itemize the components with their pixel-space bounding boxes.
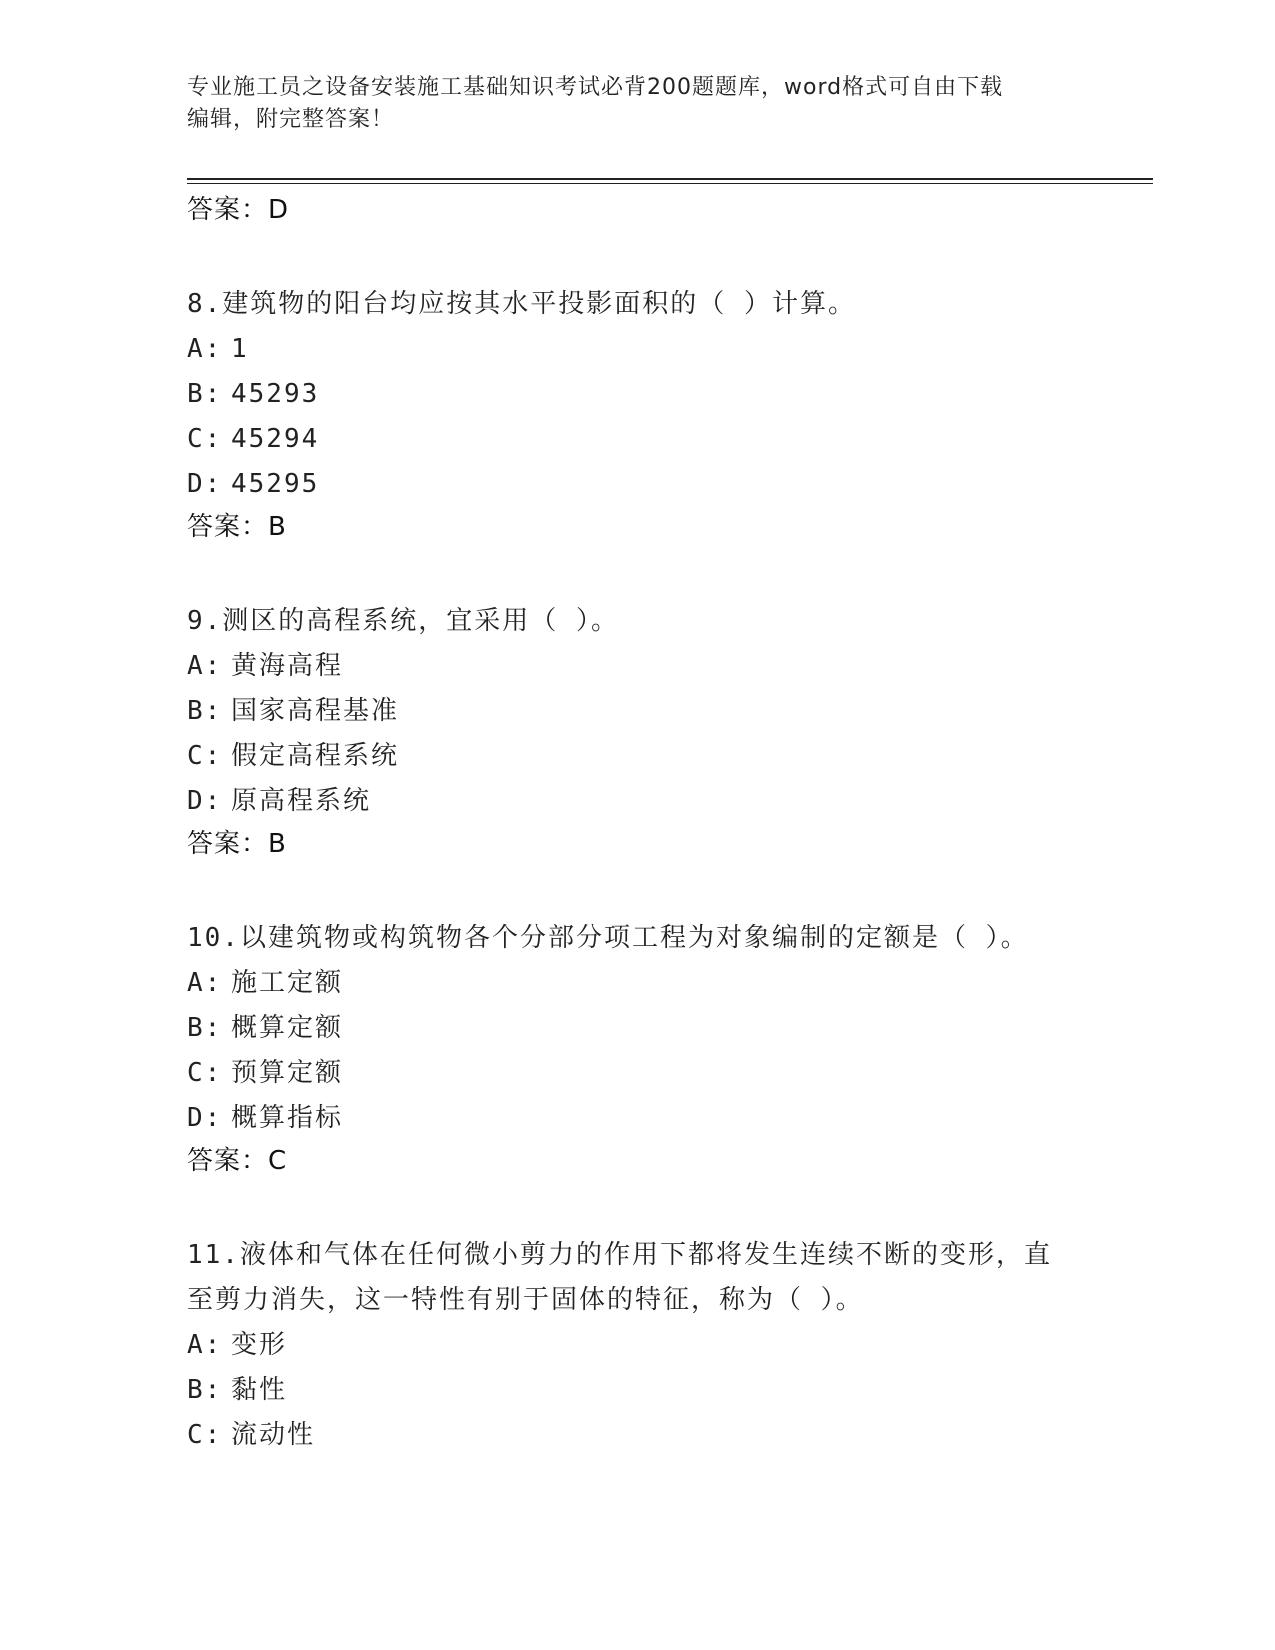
option-a: [187, 644, 1087, 689]
option-c: [187, 734, 1087, 779]
question-block: [187, 1233, 1087, 1458]
option-label: D:: [187, 469, 223, 499]
option-text: 流动性: [231, 1420, 316, 1450]
answer-line: 答案：B: [187, 829, 287, 859]
option-c: [187, 1413, 1087, 1458]
option-label: D:: [187, 1103, 223, 1133]
option-b: [187, 1006, 1087, 1051]
question-list: [187, 190, 1087, 1458]
option-b: [187, 689, 1087, 734]
option-d: [187, 779, 1087, 824]
option-text: 国家高程基准: [231, 696, 400, 726]
question-block: [187, 599, 1087, 864]
question-block: [187, 282, 1087, 547]
option-label: C:: [187, 1420, 223, 1450]
option-label: A:: [187, 968, 223, 998]
header-rule-thick: [187, 178, 1153, 180]
question-text: 8.建筑物的阳台均应按其水平投影面积的（ ）计算。: [187, 289, 856, 319]
option-text: 黏性: [231, 1375, 288, 1405]
option-text: 1: [231, 334, 249, 364]
question-text: 9.测区的高程系统，宜采用（ ）。: [187, 606, 619, 636]
question-text: 11.液体和气体在任何微小剪力的作用下都将发生连续不断的变形，直至剪力消失，这一特性有别于固体的特征，称为（ ）。: [187, 1240, 1052, 1315]
option-c: [187, 417, 1087, 462]
option-label: D:: [187, 786, 223, 816]
option-text: 45293: [231, 379, 320, 409]
option-text: 45295: [231, 469, 320, 499]
option-label: A:: [187, 334, 223, 364]
option-d: [187, 1096, 1087, 1141]
option-text: 原高程系统: [231, 786, 372, 816]
answer-line: 答案：B: [187, 512, 287, 542]
option-b: [187, 1368, 1087, 1413]
answer-line: 答案：C: [187, 1146, 288, 1176]
option-label: C:: [187, 424, 223, 454]
option-text: 概算定额: [231, 1013, 344, 1043]
option-text: 黄海高程: [231, 651, 344, 681]
option-c: [187, 1051, 1087, 1096]
option-d: [187, 462, 1087, 507]
option-label: B:: [187, 1375, 223, 1405]
option-label: C:: [187, 1058, 223, 1088]
option-text: 预算定额: [231, 1058, 344, 1088]
answer-line: 答案：D: [187, 195, 290, 225]
option-a: [187, 1323, 1087, 1368]
option-a: [187, 327, 1087, 372]
header-line-1: 专业施工员之设备安装施工基础知识考试必背200题题库，word格式可自由下载: [187, 75, 1004, 100]
option-label: A:: [187, 1330, 223, 1360]
option-label: A:: [187, 651, 223, 681]
question-text: 10.以建筑物或构筑物各个分部分项工程为对象编制的定额是（ ）。: [187, 923, 1029, 953]
option-label: B:: [187, 379, 223, 409]
option-label: B:: [187, 696, 223, 726]
option-label: C:: [187, 741, 223, 771]
question-block: [187, 916, 1087, 1181]
option-text: 施工定额: [231, 968, 344, 998]
option-label: B:: [187, 1013, 223, 1043]
header-line-2: 编辑，附完整答案！: [187, 107, 395, 132]
option-text: 概算指标: [231, 1103, 344, 1133]
option-text: 45294: [231, 424, 320, 454]
option-text: 假定高程系统: [231, 741, 400, 771]
option-b: [187, 372, 1087, 417]
option-text: 变形: [231, 1330, 288, 1360]
document-header: [187, 72, 1067, 136]
header-rule-thin: [187, 183, 1153, 184]
option-a: [187, 961, 1087, 1006]
